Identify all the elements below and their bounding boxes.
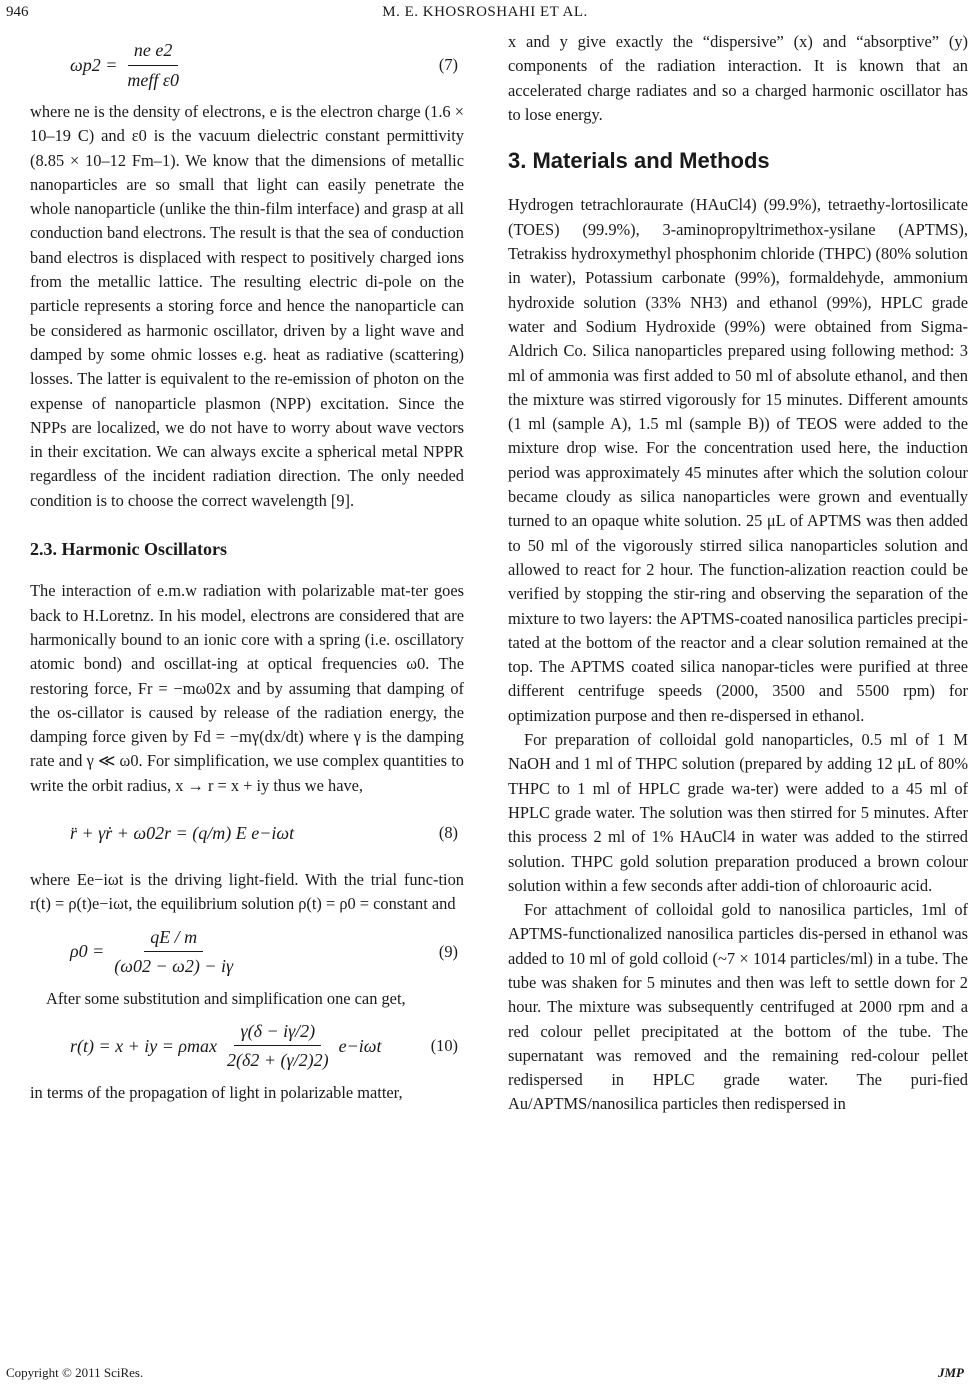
- paragraph-substitution: After some substitution and simplification one can get,: [46, 988, 406, 1008]
- eq7-denominator: meff ε0: [127, 69, 179, 90]
- eq9-fraction: [108, 925, 239, 979]
- eq7-numerator: ne e2: [128, 38, 178, 65]
- copyright-notice: Copyright © 2011 SciRes.: [6, 1365, 144, 1380]
- eq10-denominator: 2(δ2 + (γ/2)2): [227, 1050, 329, 1071]
- eq10-fraction: [221, 1019, 335, 1073]
- eq10-label: (10): [430, 1035, 458, 1055]
- running-authors: M. E. KHOSROSHAHI ET AL.: [382, 4, 588, 20]
- eq9-label: (9): [438, 941, 458, 961]
- section-heading-3: 3. Materials and Methods: [508, 148, 770, 174]
- eq10-numerator: γ(δ − iγ/2): [234, 1019, 321, 1046]
- eq7-fraction: [121, 38, 185, 92]
- eq10-lhs: r(t) = x + iy = ρmax: [70, 1035, 218, 1056]
- paragraph-lorentz: The interaction of e.m.w radiation with polarizable mat-ter goes back to H.Loretnz. In his model, electrons are considered that are harmonically bound to an ionic core with a spring (i.e. oscillatory atomic bond) and oscillat-ing at optical frequencies ω0. The restoring force, Fr = −mω02x and by assuming that damping of the os-cillator is caused by release of the radiation energy, the damping force given by Fd = −mγ(dx/dt) where γ is the damping rate and γ ≪ ω0. For simplification, we use complex quantities to write the orbit radius, x → r = x + iy thus we have,: [30, 581, 464, 795]
- paragraph-materials: Hydrogen tetrachloraurate (HAuCl4) (99.9%), tetraethy-lortosilicate (TOES) (99.9%), 3-aminopropyltrimethox-ysilane (APTMS), Tetrakiss hydroxymethyl phosphonim chloride (THPC) (80% solution in water), Potassium carbonate (99%), formaldehyde, ammonium hydroxide solution (33% NH3) and ethanol (99%), HPLC grade water and Sodium Hydroxide (99%) were obtained from Sigma-Aldrich Co. Silica nanoparticles prepared using following method: 3 ml of ammonia was first added to 50 ml of absolute ethanol, and then the mixture was stirred vigorously for 15 minutes. Different amounts (1 ml (sample A), 1.5 ml (sample B)) of TEOS were added to the mixture drop wise. For the concentration used here, the induction period was approximately 45 minutes after which the solution colour became cloudy as silica nanoparticles were grown and eventually turned to an opaque white solution. 25 μL of APTMS was then added to 50 ml of the vigorously stirred silica nanoparticles solution and allowed to react for 2 hour. The function-alization reaction could be verified by stopping the stir-ring and observing the separation of the mixture to two layers: the APTMS-coated nanosilica particles precipi-tated at the bottom of the reactor and a clear solution remained at the top. The APTMS coated silica nanopar-ticles were purified at three different centrifuge speeds (2000, 3500 and 5500 rpm) for optimization purpose and then re-dispersed in ethanol.: [508, 195, 968, 725]
- eq7-label: (7): [438, 54, 458, 74]
- right-column: [508, 30, 968, 1117]
- left-column: [30, 30, 464, 1105]
- section-heading-2-3: 2.3. Harmonic Oscillators: [30, 539, 227, 560]
- running-header: [0, 4, 970, 26]
- paragraph-gold-attachment: For attachment of colloidal gold to nanosilica particles, 1ml of APTMS-functionalized nanosilica particles dis-persed in ethanol was added to 10 ml of gold colloid (~7 × 1014 particles/ml) in a tube. The tube was shaken for 5 minutes and then was left to settle down for 2 hour. The mixture was subsequently centrifuged at 2000 rpm and a red colour pellet precipitated at the bottom of the tube. The supernatant was removed and the remaining red-colour pellet redispersed in HPLC grade water. The puri-fied Au/APTMS/nanosilica particles then redispersed in: [508, 900, 968, 1114]
- equation-9: [30, 917, 464, 987]
- paragraph-dispersive: x and y give exactly the “dispersive” (x) and “absorptive” (y) components of the radiation interaction. It is known that an accelerated charge radiates and so a charged harmonic oscillator has to lose energy.: [508, 32, 968, 124]
- eq10-exponential: e−iωt: [338, 1035, 382, 1056]
- paragraph-plasmon: where ne is the density of electrons, e is the electron charge (1.6 × 10–19 C) and ε0 is the vacuum dielectric constant permittivity (8.85 × 10–12 Fm–1). We know that the dimensions of metallic nanoparticles are so small that light can easily penetrate the whole nanoparticle (unlike the thin-film interface) and grasp at all conduction band electrons. The result is that the sea of conduction band electros is displaced with respect to positively charged ions from the metallic lattice. The resulting electric di-pole on the particle represents a storing force and hence the nanoparticle can be considered as harmonic oscillator, driven by a light wave and damped by some ohmic losses e.g. heat as radiative (scattering) losses. The latter is equivalent to the re-emission of photon on the expense of nanoparticle plasmon (NPP) excitation. Since the NPPs are localized, we do not have to worry about wave vectors in their excitation. We can always excite a spherical metal NPPR regardless of the incident radiation direction. The only needed condition is to choose the correct wavelength [9].: [30, 102, 464, 510]
- paragraph-trial-function: where Ee−iωt is the driving light-field. With the trial func-tion r(t) = ρ(t)e−iωt, the equilibrium solution ρ(t) = ρ0 = constant and: [30, 870, 464, 914]
- equation-8: [30, 798, 464, 868]
- eq9-denominator: (ω02 − ω2) − iγ: [114, 956, 234, 977]
- paragraph-gold-preparation: For preparation of colloidal gold nanoparticles, 0.5 ml of 1 M NaOH and 1 ml of THPC solution (prepared by adding 12 μL of 80% THPC to 1 ml of HPLC grade wa-ter) were added to a 45 ml of HPLC grade water. The solution was then stirred for 5 minutes. After this process 2 ml of 1% HAuCl4 in water was added to the stirred solution. THPC gold solution preparation produced a brown colour solution within a few seconds after addi-tion of chloroauric acid.: [508, 730, 968, 895]
- eq8-expression: r̈ + γṙ + ω02r = (q/m) E e−iωt: [70, 822, 295, 843]
- eq9-numerator: qE / m: [144, 925, 203, 952]
- page-number: 946: [6, 4, 29, 20]
- eq7-lhs: ωp2 =: [70, 54, 118, 75]
- equation-7: [30, 30, 464, 100]
- eq9-lhs: ρ0 =: [70, 941, 105, 962]
- equation-10: [30, 1011, 464, 1081]
- journal-abbreviation: JMP: [938, 1365, 964, 1380]
- paragraph-propagation: in terms of the propagation of light in polarizable matter,: [30, 1082, 403, 1102]
- eq8-label: (8): [438, 822, 458, 842]
